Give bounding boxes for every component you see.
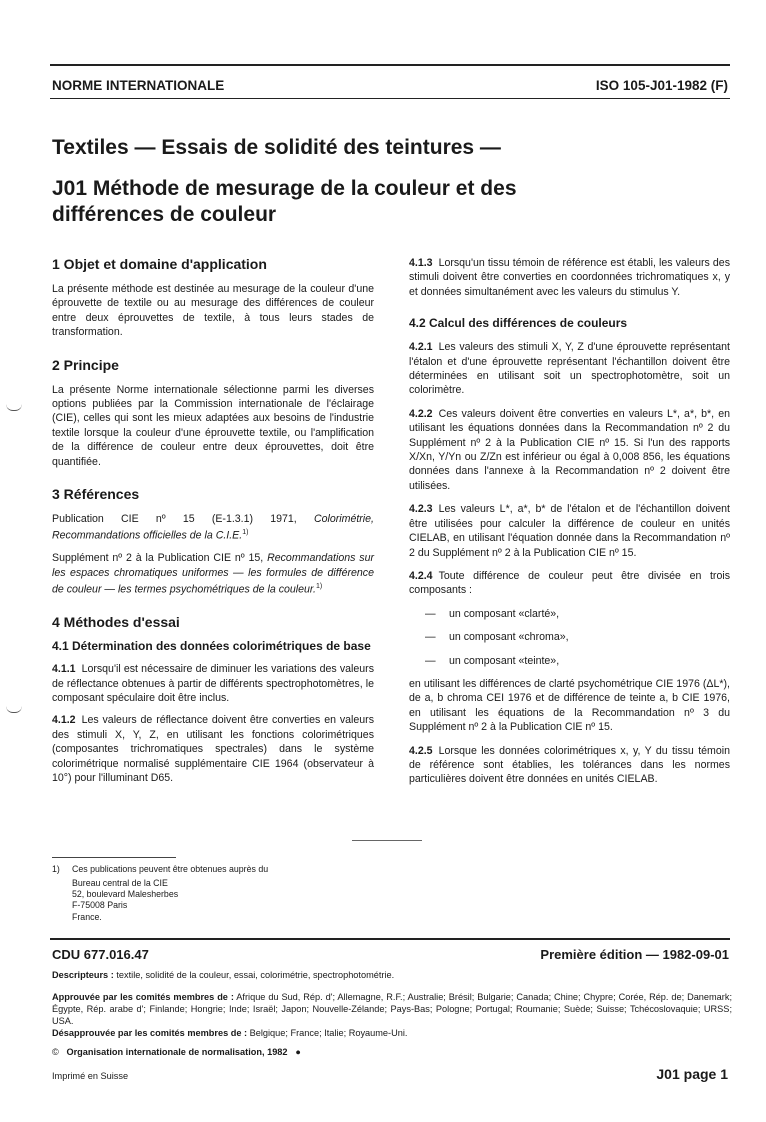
bullet-icon: ●	[295, 1047, 301, 1057]
section-1-heading: 1 Objet et domaine d'application	[52, 256, 267, 272]
paragraph-4-2-4	[409, 569, 730, 598]
paragraph-number: 4.2.2	[409, 407, 433, 420]
address-line: France.	[72, 911, 102, 922]
paragraph-4-2-1	[409, 340, 730, 398]
paragraph-number: 4.1.3	[409, 257, 433, 269]
printed-in: Imprimé en Suisse	[52, 1071, 129, 1081]
descriptors	[52, 969, 732, 981]
footnote-text: Ces publications peuvent être obtenues auprès du	[72, 864, 269, 874]
cdu-number: CDU 677.016.47	[52, 947, 149, 962]
paragraph-4-2-4-continued: en utilisant les différences de clarté psychométrique CIE 1976 (ΔL*), de a, b chroma CEI 1976 et de différence de teinte a, b CIE 1976, en utilisant les équations de la Recommandation nº 3 du Supplément nº 2 à la Publication CIE nº 15.	[409, 677, 730, 734]
approving-members	[52, 991, 732, 1027]
paragraph-4-2-5	[409, 744, 730, 787]
paragraph-text: Les valeurs de réflectance doivent être converties en valeurs des stimuli X, Y, Z, en utilisant les fonctions colorimétriques (composantes trichromatiques spectrales) dans le système colorimétrique normalisé supplémentaire CIE 1964 (observateur à 10°) pour l'illuminant D65.	[52, 714, 374, 784]
paragraph-number: 4.2.5	[409, 744, 433, 757]
paragraph-text: Toute différence de couleur peut être divisée en trois composants :	[409, 569, 730, 597]
approving-label: Approuvée par les comités membres de :	[52, 992, 234, 1002]
paragraph-number: 4.2.4	[409, 569, 433, 582]
paragraph-text: Les valeurs L*, a*, b* de l'étalon et de l'échantillon doivent être utilisées pour calculer la différence de couleur en unités CIELAB, en utilisant l'équation donnée dans la Recommandation nº 2 du Supplément nº 2 à la Publication CIE nº 15.	[409, 503, 730, 559]
reference-2	[52, 551, 374, 597]
reference-1-italic: Colorimétrie, Recommandations officielles de la C.I.E.	[52, 513, 374, 542]
footnote-rule	[52, 857, 176, 858]
column-end-rule	[352, 840, 422, 841]
top-rule	[50, 64, 730, 66]
reference-1-title: Publication CIE nº 15 (E-1.3.1) 1971,	[52, 513, 314, 526]
header-standard-type: NORME INTERNATIONALE	[52, 78, 225, 93]
subsection-4-1-heading: 4.1 Détermination des données colorimétriques de base	[52, 639, 371, 654]
right-column	[409, 256, 730, 787]
address-line: 52, boulevard Malesherbes	[72, 889, 179, 900]
list-item	[409, 607, 730, 621]
list-item	[409, 654, 730, 668]
paragraph-4-1-2	[52, 713, 374, 785]
copyright-text: Organisation internationale de normalisation, 1982	[66, 1047, 288, 1057]
disapproving-members	[52, 1027, 732, 1039]
disapproving-value: Belgique; France; Italie; Royaume-Uni.	[249, 1028, 408, 1038]
footnote-marker: 1)	[52, 864, 60, 874]
list-dash: —	[425, 607, 436, 620]
address-line: Bureau central de la CIE	[72, 878, 168, 888]
list-dash: —	[425, 654, 436, 667]
section-2-text: La présente Norme internationale sélectionne parmi les diverses options publiées par la Commission internationale de l'éclairage (CIE), celles qui sont les mieux adaptées aux besoins de l'industrie textile lorsque la couleur d'une éprouvette textile, ou l'amplification de la différence de couleur entre deux éprouvettes, doit être quantifiée.	[52, 383, 374, 468]
paragraph-4-2-3	[409, 502, 730, 560]
reference-2-footnote-mark: 1)	[316, 583, 323, 591]
page-title-line-3: différences de couleur	[52, 203, 277, 226]
page-title-line-1: Textiles — Essais de solidité des teintures —	[52, 136, 501, 159]
descriptors-value: textile, solidité de la couleur, essai, colorimétrie, spectrophotométrie.	[116, 970, 395, 980]
list-dash: —	[425, 631, 436, 644]
margin-mark	[6, 706, 22, 713]
reference-1	[52, 512, 374, 543]
address-line: F-75008 Paris	[72, 900, 128, 911]
section-2-heading: 2 Principe	[52, 356, 119, 373]
approving-value: Afrique du Sud, Rép. d'; Allemagne, R.F.; Australie; Brésil; Bulgarie; Canada; Chine; Chypre; Corée, Rép. de; Danemark; Égypte, Rép. arabe d'; Finlande; Hongrie; Inde; Israël; Japon; Nouvelle-Zélande; Pays-Bas; Pologne; Portugal; Roumanie; Suède; Suisse; Tchécoslovaquie; URSS; USA.	[52, 992, 732, 1026]
list-item	[409, 630, 730, 644]
reference-2-title: Supplément nº 2 à la Publication CIE nº 15,	[52, 552, 268, 565]
header-standard-number: ISO 105-J01-1982 (F)	[595, 78, 728, 93]
paragraph-text: Lorsque les données colorimétriques x, y, Y du tissu témoin de référence sont établies, les tolérances dans les normes particulières doivent être données en unités CIELAB.	[409, 744, 730, 786]
paragraph-number: 4.1.1	[52, 663, 76, 676]
left-column	[52, 256, 374, 785]
descriptors-label: Descripteurs :	[52, 970, 114, 980]
list-item-text: un composant «clarté»,	[449, 607, 560, 620]
disapproving-label: Désapprouvée par les comités membres de :	[52, 1028, 248, 1038]
footnote-address	[72, 878, 178, 923]
page-number: J01 page 1	[656, 1066, 728, 1082]
list-item-text: un composant «chroma»,	[449, 631, 569, 644]
paragraph-number: 4.2.3	[409, 503, 433, 516]
edition-date: Première édition — 1982-09-01	[540, 947, 729, 962]
section-4-heading: 4 Méthodes d'essai	[52, 614, 180, 631]
list-item-text: un composant «teinte»,	[449, 654, 560, 667]
paragraph-text: Ces valeurs doivent être converties en valeurs L*, a*, b*, en utilisant les équations données dans la Recommandation nº 2 du Supplément nº 2 à la Publication CIE nº 15. Si l'un des rapports X/Xn, Y/Yn ou Z/Zn est inférieur ou égal à 0,008 856, les équations données dans l'annexe à la Recommandation nº 2 doivent être utilisées.	[409, 407, 730, 492]
copyright-icon: ©	[52, 1047, 59, 1057]
reference-1-footnote-mark: 1)	[242, 529, 249, 537]
section-3-heading: 3 Références	[52, 486, 140, 503]
section-1-text: La présente méthode est destinée au mesurage de la couleur d'une éprouvette de textile ou au mesurage des différences de couleur entre deux éprouvettes de textile, à tous leurs stades de transformation.	[52, 283, 374, 339]
page-title-line-2: J01 Méthode de mesurage de la couleur et des	[52, 177, 517, 200]
header-rule	[50, 98, 730, 99]
paragraph-number: 4.2.1	[409, 341, 433, 354]
margin-mark	[6, 404, 22, 411]
paragraph-text: Lorsqu'un tissu témoin de référence est établi, les valeurs des stimuli doivent être converties en coordonnées trichromatiques x, y et données simultanément avec les valeurs du stimulus Y.	[409, 257, 730, 298]
paragraph-4-1-1	[52, 662, 374, 705]
subsection-4-2-heading: 4.2 Calcul des différences de couleurs	[409, 316, 628, 331]
paragraph-4-2-2	[409, 407, 730, 493]
paragraph-4-1-3	[409, 256, 730, 299]
paragraph-text: Les valeurs des stimuli X, Y, Z d'une éprouvette représentant l'étalon et d'une éprouvette représentant l'échantillon doivent être déterminées en utilisant soit un spectrophotomètre, soit un colorimètre.	[409, 341, 730, 397]
copyright-line	[52, 1046, 301, 1058]
reference-2-italic: Recommandations sur les espaces chromatiques uniformes — les formules de différence de couleur — les termes psychométriques de la couleur.	[52, 552, 374, 596]
footer-rule	[50, 938, 730, 940]
paragraph-text: Lorsqu'il est nécessaire de diminuer les variations des valeurs de réflectance obtenues à partir de différents spectrophotomètres, le composant spéculaire doit être inclus.	[52, 663, 374, 704]
paragraph-number: 4.1.2	[52, 714, 76, 727]
